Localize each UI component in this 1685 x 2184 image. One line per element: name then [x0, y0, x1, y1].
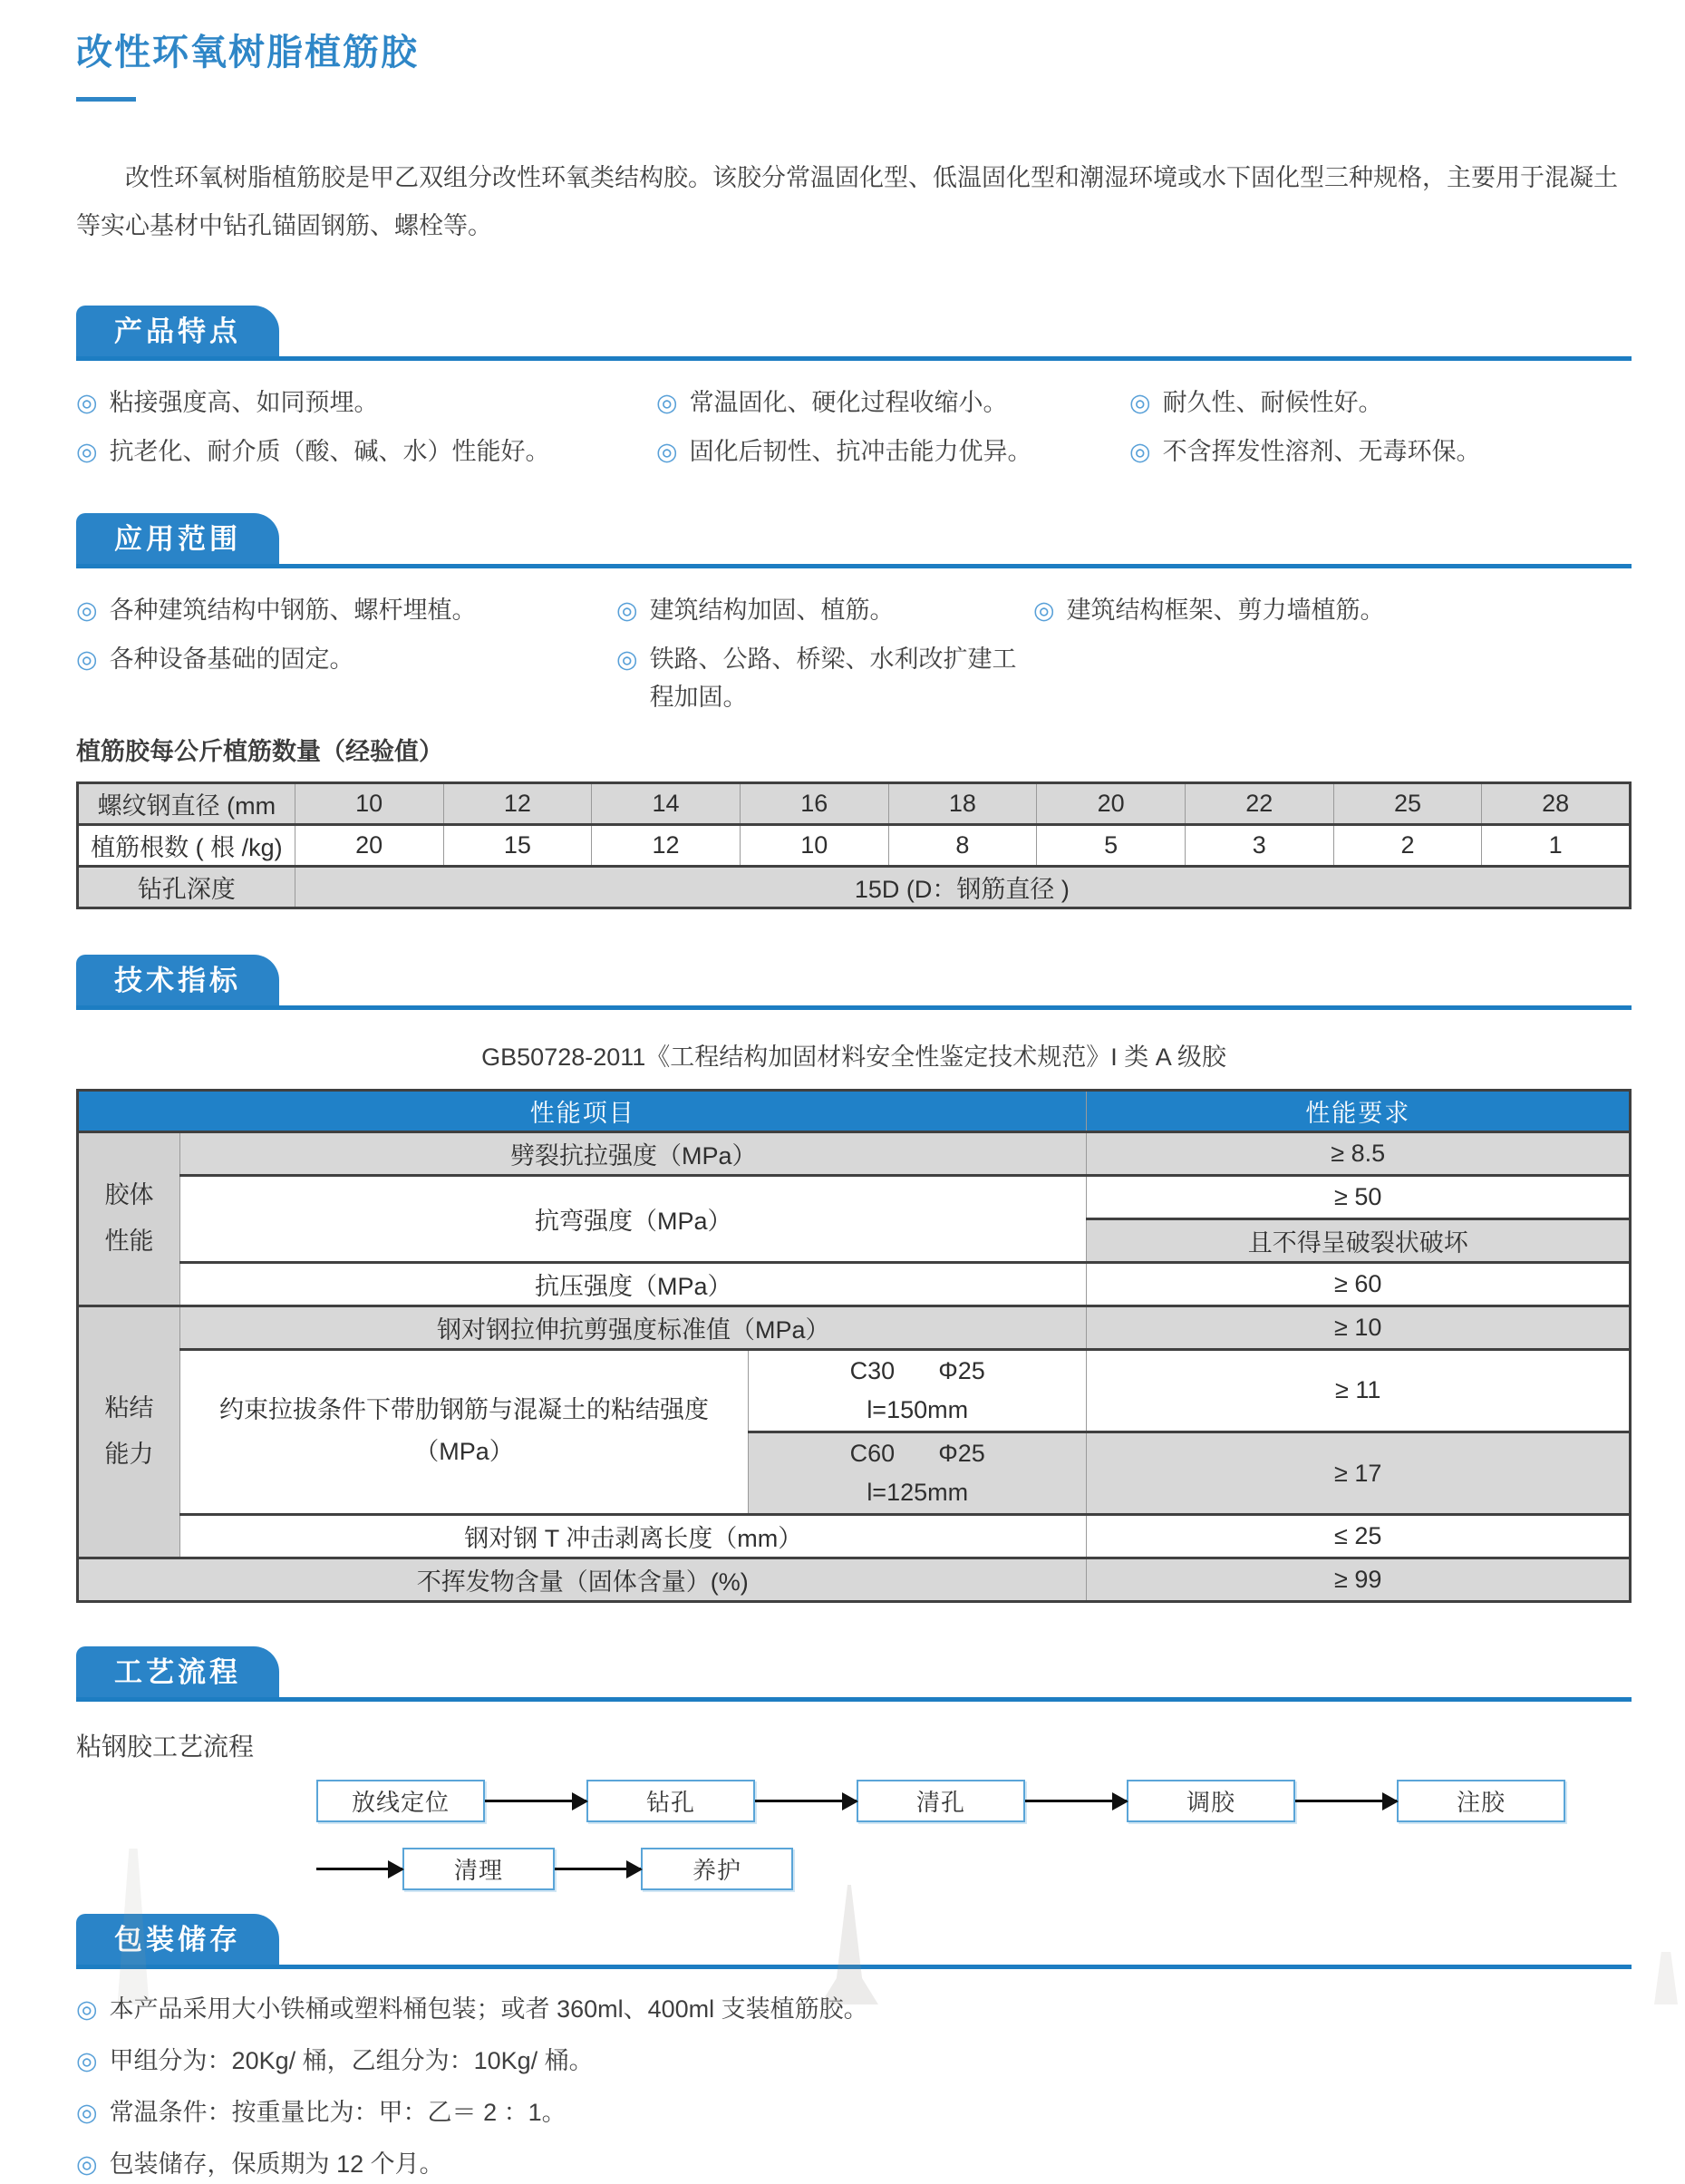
- feature-text: 固化后韧性、抗冲击能力优异。: [689, 438, 1032, 466]
- property-name: 不挥发物含量（固体含量）(%): [78, 1558, 1087, 1602]
- list-item: [1033, 592, 1632, 630]
- packaging-text: 本产品采用大小铁桶或塑料桶包装；或者 360ml、400ml 支装植筋胶。: [109, 1995, 868, 2024]
- table-row: [78, 1262, 1631, 1306]
- cell: 8: [888, 824, 1037, 866]
- anchor-length: l=125mm: [867, 1479, 969, 1507]
- list-item: [76, 2094, 1632, 2132]
- list-item: [76, 384, 656, 422]
- row-label: 螺纹钢直径 (mm: [78, 782, 295, 824]
- flow-step: 清孔: [857, 1780, 1025, 1822]
- feature-text: 常温固化、硬化过程收缩小。: [689, 389, 1008, 417]
- bullet-circle-icon: ◎: [1129, 438, 1151, 466]
- flow-arrow-icon: [555, 1868, 641, 1870]
- bullet-circle-icon: ◎: [76, 2047, 98, 2075]
- bullet-circle-icon: ◎: [76, 2150, 98, 2178]
- application-text: 铁路、公路、桥梁、水利改扩建工程加固。: [649, 645, 1017, 711]
- requirement-value: ≥ 60: [1087, 1262, 1631, 1306]
- row-label: 钻孔深度: [78, 866, 295, 908]
- feature-text: 粘接强度高、如同预埋。: [109, 389, 379, 417]
- packaging-text: 常温条件：按重量比为：甲：乙＝ 2 ：1。: [109, 2098, 567, 2126]
- concrete-grade: C60: [849, 1439, 896, 1467]
- bullet-circle-icon: ◎: [1033, 596, 1055, 624]
- cell: 14: [592, 782, 741, 824]
- flow-arrow-icon: [485, 1800, 586, 1802]
- list-item: [616, 641, 1033, 717]
- flow-arrow-icon: [755, 1800, 857, 1802]
- section-bar-applications: [76, 513, 1632, 568]
- bullet-circle-icon: ◎: [616, 596, 638, 624]
- flow-arrow-icon: [1295, 1800, 1397, 1802]
- list-item: [656, 384, 1129, 422]
- cell: 3: [1185, 824, 1333, 866]
- cell: 15D (D：钢筋直径 ): [295, 866, 1630, 908]
- process-flow-row-2: [316, 1848, 1632, 1890]
- requirement-value: ≥ 8.5: [1087, 1131, 1631, 1175]
- section-bar-features: [76, 306, 1632, 361]
- cell: 2: [1333, 824, 1482, 866]
- packaging-text: 甲组分为：20Kg/ 桶，乙组分为：10Kg/ 桶。: [109, 2047, 594, 2075]
- table-row: [78, 1306, 1631, 1349]
- cell: 16: [740, 782, 888, 824]
- application-text: 各种设备基础的固定。: [109, 645, 354, 673]
- requirement-value: ≤ 25: [1087, 1515, 1631, 1558]
- feature-text: 不含挥发性溶剂、无毒环保。: [1162, 438, 1481, 466]
- table-row: [78, 824, 1631, 866]
- property-name: 约束拉拔条件下带肋钢筋与混凝土的粘结强度（MPa）: [180, 1349, 749, 1515]
- cell: 5: [1037, 824, 1186, 866]
- condition-cell: [749, 1432, 1087, 1514]
- bullet-circle-icon: ◎: [76, 438, 98, 466]
- list-item: [76, 433, 656, 471]
- table-header-row: [78, 1090, 1631, 1131]
- requirement-value: ≥ 10: [1087, 1306, 1631, 1349]
- bullet-circle-icon: ◎: [76, 389, 98, 417]
- bullet-circle-icon: ◎: [656, 438, 678, 466]
- property-name: 抗弯强度（MPa）: [180, 1175, 1087, 1262]
- table-row: [78, 1558, 1631, 1602]
- anchor-length: l=150mm: [867, 1395, 969, 1423]
- list-item: [76, 1991, 1632, 2029]
- list-item: [76, 641, 616, 717]
- requirement-value: ≥ 11: [1087, 1349, 1631, 1432]
- flow-step: 清理: [402, 1848, 555, 1890]
- section-heading-applications: 应用范围: [76, 513, 279, 564]
- list-item: [76, 2043, 1632, 2081]
- tech-spec-table: [76, 1089, 1632, 1604]
- property-name: 劈裂抗拉强度（MPa）: [180, 1131, 1087, 1175]
- packaging-list: [76, 1991, 1632, 2183]
- flow-step: 养护: [641, 1848, 793, 1890]
- bullet-circle-icon: ◎: [76, 1995, 98, 2024]
- property-name: 抗压强度（MPa）: [180, 1262, 1087, 1306]
- rebar-count-table: [76, 781, 1632, 909]
- bullet-circle-icon: ◎: [76, 645, 98, 673]
- flow-step: 注胶: [1397, 1780, 1565, 1822]
- process-flow-row-1: [316, 1780, 1632, 1822]
- cell: 20: [1037, 782, 1186, 824]
- flow-arrow-icon: [316, 1868, 402, 1870]
- concrete-grade: C30: [849, 1356, 896, 1384]
- standard-reference: GB50728-2011《工程结构加固材料安全性鉴定技术规范》I 类 A 级胶: [481, 1043, 1226, 1071]
- packaging-text: 包装储存，保质期为 12 个月。: [109, 2150, 444, 2178]
- table-row: [78, 1349, 1631, 1432]
- cell: 15: [443, 824, 592, 866]
- applications-list: [76, 592, 1632, 717]
- section-heading-process: 工艺流程: [76, 1646, 279, 1697]
- list-item: [616, 592, 1033, 630]
- requirement-value: ≥ 50: [1087, 1175, 1631, 1218]
- section-bar-process: [76, 1646, 1632, 1702]
- bullet-circle-icon: ◎: [1129, 389, 1151, 417]
- feature-text: 耐久性、耐候性好。: [1162, 389, 1383, 417]
- intro-paragraph: 改性环氧树脂植筋胶是甲乙双组分改性环氧类结构胶。该胶分常温固化型、低温固化型和潮湿环境或水下固化型三种规格，主要用于混凝土等实心基材中钻孔锚固钢筋、螺栓等。: [76, 164, 1618, 239]
- bullet-circle-icon: ◎: [656, 389, 678, 417]
- feature-text: 抗老化、耐介质（酸、碱、水）性能好。: [109, 438, 550, 466]
- cell: 12: [443, 782, 592, 824]
- flow-step: 钻孔: [586, 1780, 755, 1822]
- property-name: 钢对钢拉伸抗剪强度标准值（MPa）: [180, 1306, 1087, 1349]
- list-item: [656, 433, 1129, 471]
- cell: 10: [740, 824, 888, 866]
- section-bar-packaging: [76, 1914, 1632, 1969]
- group-label-bond: 粘结能力: [78, 1306, 180, 1558]
- list-item: [1129, 384, 1632, 422]
- cell: 1: [1482, 824, 1631, 866]
- bullet-circle-icon: ◎: [616, 645, 638, 673]
- column-header-property: 性能项目: [78, 1090, 1087, 1131]
- section-bar-tech: [76, 955, 1632, 1010]
- cell: 22: [1185, 782, 1333, 824]
- requirement-value: ≥ 17: [1087, 1432, 1631, 1514]
- requirement-note: 且不得呈破裂状破坏: [1087, 1218, 1631, 1262]
- table-row: [78, 1175, 1631, 1218]
- table-row: [78, 1131, 1631, 1175]
- section-heading-tech: 技术指标: [76, 955, 279, 1005]
- flow-step: 放线定位: [316, 1780, 485, 1822]
- list-item: [76, 2146, 1632, 2184]
- cell: 12: [592, 824, 741, 866]
- condition-cell: [749, 1349, 1087, 1432]
- flow-arrow-icon: [1025, 1800, 1127, 1802]
- row-label: 植筋根数 ( 根 /kg): [78, 824, 295, 866]
- features-list: [76, 384, 1632, 471]
- cell: 18: [888, 782, 1037, 824]
- rebar-table-title: 植筋胶每公斤植筋数量（经验值）: [76, 737, 443, 765]
- process-flow-label: 粘钢胶工艺流程: [76, 1733, 255, 1762]
- rebar-diameter: Φ25: [938, 1439, 985, 1467]
- table-row: [78, 1515, 1631, 1558]
- title-underline-dash: [76, 97, 136, 102]
- list-item: [76, 592, 616, 630]
- flow-step: 调胶: [1127, 1780, 1295, 1822]
- requirement-value: ≥ 99: [1087, 1558, 1631, 1602]
- application-text: 各种建筑结构中钢筋、螺杆埋植。: [109, 596, 477, 624]
- property-name: 钢对钢 T 冲击剥离长度（mm）: [180, 1515, 1087, 1558]
- group-label-body: 胶体性能: [78, 1131, 180, 1306]
- application-text: 建筑结构框架、剪力墙植筋。: [1066, 596, 1385, 624]
- table-row: [78, 866, 1631, 908]
- cell: 25: [1333, 782, 1482, 824]
- section-heading-packaging: 包装储存: [76, 1914, 279, 1965]
- application-text: 建筑结构加固、植筋。: [649, 596, 895, 624]
- rebar-diameter: Φ25: [938, 1356, 985, 1384]
- list-item: [1129, 433, 1632, 471]
- bullet-circle-icon: ◎: [76, 596, 98, 624]
- column-header-requirement: 性能要求: [1087, 1090, 1631, 1131]
- cell: 28: [1482, 782, 1631, 824]
- table-row: [78, 782, 1631, 824]
- cell: 20: [295, 824, 443, 866]
- bullet-circle-icon: ◎: [76, 2098, 98, 2126]
- page-title: 改性环氧树脂植筋胶: [76, 33, 419, 73]
- section-heading-features: 产品特点: [76, 306, 279, 356]
- cell: 10: [295, 782, 443, 824]
